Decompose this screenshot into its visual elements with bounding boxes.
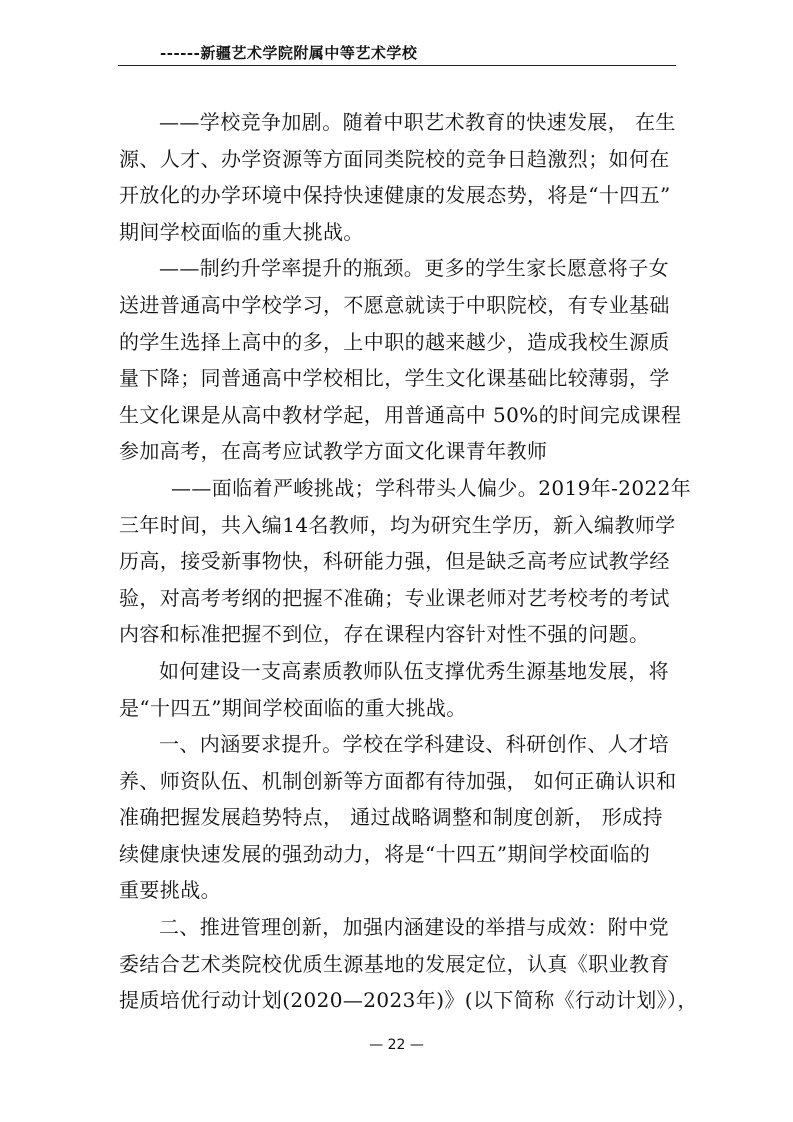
paragraph-line: 源、人才、办学资源等方面同类院校的竞争日趋激烈；如何在 (119, 146, 670, 171)
paragraph-line: 开放化的办学环境中保持快速健康的发展态势，将是“十四五” (119, 183, 671, 208)
paragraph-line: 准确把握发展趋势特点， 通过战略调整和制度创新， 形成持 (119, 805, 663, 830)
paragraph-line: 生文化课是从高中教材学起，用普通高中 50%的时间完成课程 (119, 402, 682, 427)
paragraph-line: 验，对高考考纲的把握不准确；专业课老师对艺考校考的考试 (119, 585, 670, 610)
paragraph-line: 提质培优行动计划(2020—2023年)》(以下简称《行动计划》）， (119, 988, 698, 1013)
paragraph-line: ——学校竞争加剧。随着中职艺术教育的快速发展， 在生 (159, 110, 676, 134)
paragraph-line: 内容和标准把握不到位，存在课程内容针对性不强的问题。 (119, 622, 650, 647)
paragraph-line: 历高，接受新事物快，科研能力强，但是缺乏高考应试教学经 (119, 549, 670, 574)
document-body (119, 104, 698, 1019)
paragraph-line: 的学生选择上高中的多，上中职的越来越少，造成我校生源质 (119, 329, 670, 354)
header-divider (118, 65, 676, 66)
paragraph-line: 送进普通高中学校学习，不愿意就读于中职院校，有专业基础 (119, 292, 670, 317)
paragraph-line: ——面临着严峻挑战；学科带头人偏少。2019年-2022年 (171, 475, 692, 500)
paragraph-line: 参加高考，在高考应试教学方面文化课青年教师 (119, 439, 548, 464)
paragraph-line: 量下降；同普通高中学校相比，学生文化课基础比较薄弱，学 (119, 366, 670, 391)
paragraph-line: 重要挑战。 (119, 878, 221, 903)
header-title: ------新疆艺术学院附属中等艺术学校 (160, 44, 418, 62)
paragraph-line: ——制约升学率提升的瓶颈。更多的学生家长愿意将子女 (159, 256, 669, 281)
paragraph-line: 如何建设一支高素质教师队伍支撑优秀生源基地发展，将 (159, 658, 669, 683)
running-header (118, 40, 676, 68)
paragraph-line: 是“十四五”期间学校面临的重大挑战。 (119, 695, 467, 720)
paragraph-line: 养、师资队伍、机制创新等方面都有待加强， 如何正确认识和 (119, 768, 677, 793)
paragraph-line: 一、内涵要求提升。学校在学科建设、科研创作、人才培 (159, 732, 669, 757)
paragraph-line: 期间学校面临的重大挑战。 (119, 219, 364, 244)
paragraph-line: 委结合艺术类院校优质生源基地的发展定位，认真《职业教育 (119, 951, 670, 976)
paragraph-line: 续健康快速发展的强劲动力，将是“十四五”期间学校面临的 (119, 841, 651, 866)
paragraph-line: 二、推进管理创新，加强内涵建设的举措与成效：附中党 (159, 915, 669, 940)
page-number: — 22 — (369, 1037, 424, 1053)
paragraph-line: 三年时间，共入编14名教师，均为研究生学历，新入编教师学 (119, 512, 676, 537)
